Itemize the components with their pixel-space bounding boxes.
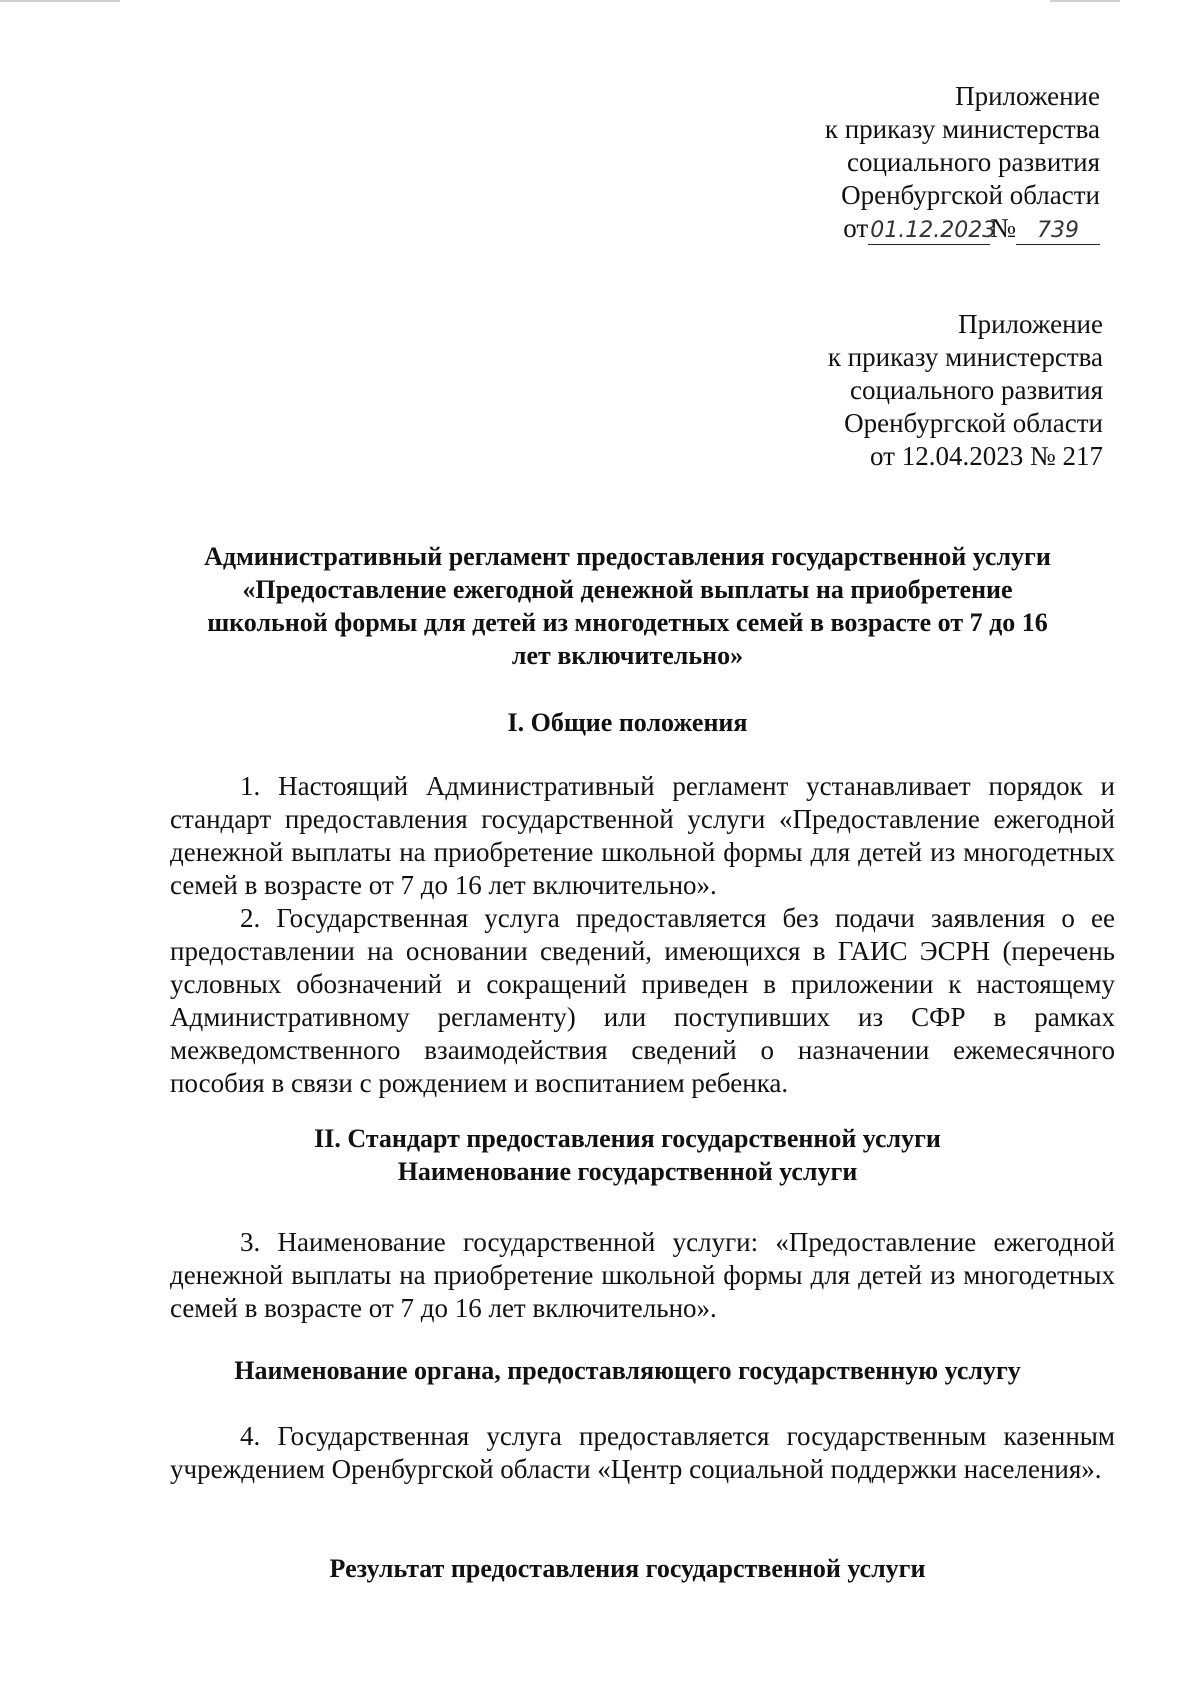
annex-current-line4: Оренбургской области — [841, 180, 1100, 210]
annex-block-original — [828, 308, 1103, 473]
title-line2: «Предоставление ежегодной денежной выплаты на приобретение — [242, 575, 1013, 604]
section1-heading: I. Общие положения — [507, 708, 748, 737]
scan-edge-mark-left — [0, 0, 120, 2]
annex-block-current — [825, 80, 1100, 245]
paragraph-3: 3. Наименование государственной услуги: «Предоставление ежегодной денежной выплаты на приобретение школьной формы для детей из многодетных семей в возрасте от 7 до 16 лет включительно». — [170, 1227, 1115, 1323]
title-line3: школьной формы для детей из многодетных семей в возрасте от 7 до 16 — [207, 608, 1048, 637]
section2-heading-line1: II. Стандарт предоставления государственной услуги — [314, 1124, 941, 1153]
annex-original-line3: социального развития — [849, 375, 1103, 405]
title-line1: Административный регламент предоставления государственной услуги — [204, 542, 1051, 571]
document-title — [165, 540, 1090, 672]
annex-current-line2: к приказу министерства — [824, 114, 1100, 144]
title-line4: лет включительно» — [511, 641, 744, 670]
annex-current-date-line — [825, 212, 1100, 245]
section2-heading — [165, 1122, 1090, 1188]
annex-current-number-sign: № — [990, 213, 1016, 243]
annex-current-date-prefix: от — [843, 213, 869, 243]
annex-original-line1: Приложение — [958, 309, 1103, 339]
paragraph-2: 2. Государственная услуга предоставляется без подачи заявления о ее предоставлении на основании сведений, имеющихся в ГАИС ЭСРН (перечень условных обозначений и сокращений приведен в приложении к настоящему Административному регламенту) или поступивших из СФР в рамках межведомственного взаимодействия сведений о назначении ежемесячного пособия в связи с рождением и воспитанием ребенка. — [170, 903, 1115, 1098]
annex-original-line2: к приказу министерства — [827, 342, 1103, 372]
scan-edge-mark-right — [1050, 0, 1120, 2]
section2-heading-line2: Наименование государственной услуги — [397, 1157, 858, 1186]
handwritten-date: 01.12.2023 — [870, 218, 997, 243]
handwritten-number: 739 — [1016, 218, 1100, 245]
annex-original-line5: от 12.04.2023 № 217 — [870, 441, 1103, 471]
paragraph-4: 4. Государственная услуга предоставляется государственным казенным учреждением Оренбургской области «Центр социальной поддержки населения». — [170, 1421, 1115, 1484]
annex-current-line1: Приложение — [955, 81, 1100, 111]
annex-current-line3: социального развития — [846, 147, 1100, 177]
paragraph-1: 1. Настоящий Административный регламент устанавливает порядок и стандарт предоставления государственной услуги «Предоставление ежегодной денежной выплаты на приобретение школьной формы для детей из многодетных семей в возрасте от 7 до 16 лет включительно». — [170, 771, 1115, 900]
annex-original-line4: Оренбургской области — [844, 408, 1103, 438]
organ-heading: Наименование органа, предоставляющего государственную услугу — [234, 1356, 1021, 1385]
result-heading: Результат предоставления государственной услуги — [329, 1554, 926, 1583]
